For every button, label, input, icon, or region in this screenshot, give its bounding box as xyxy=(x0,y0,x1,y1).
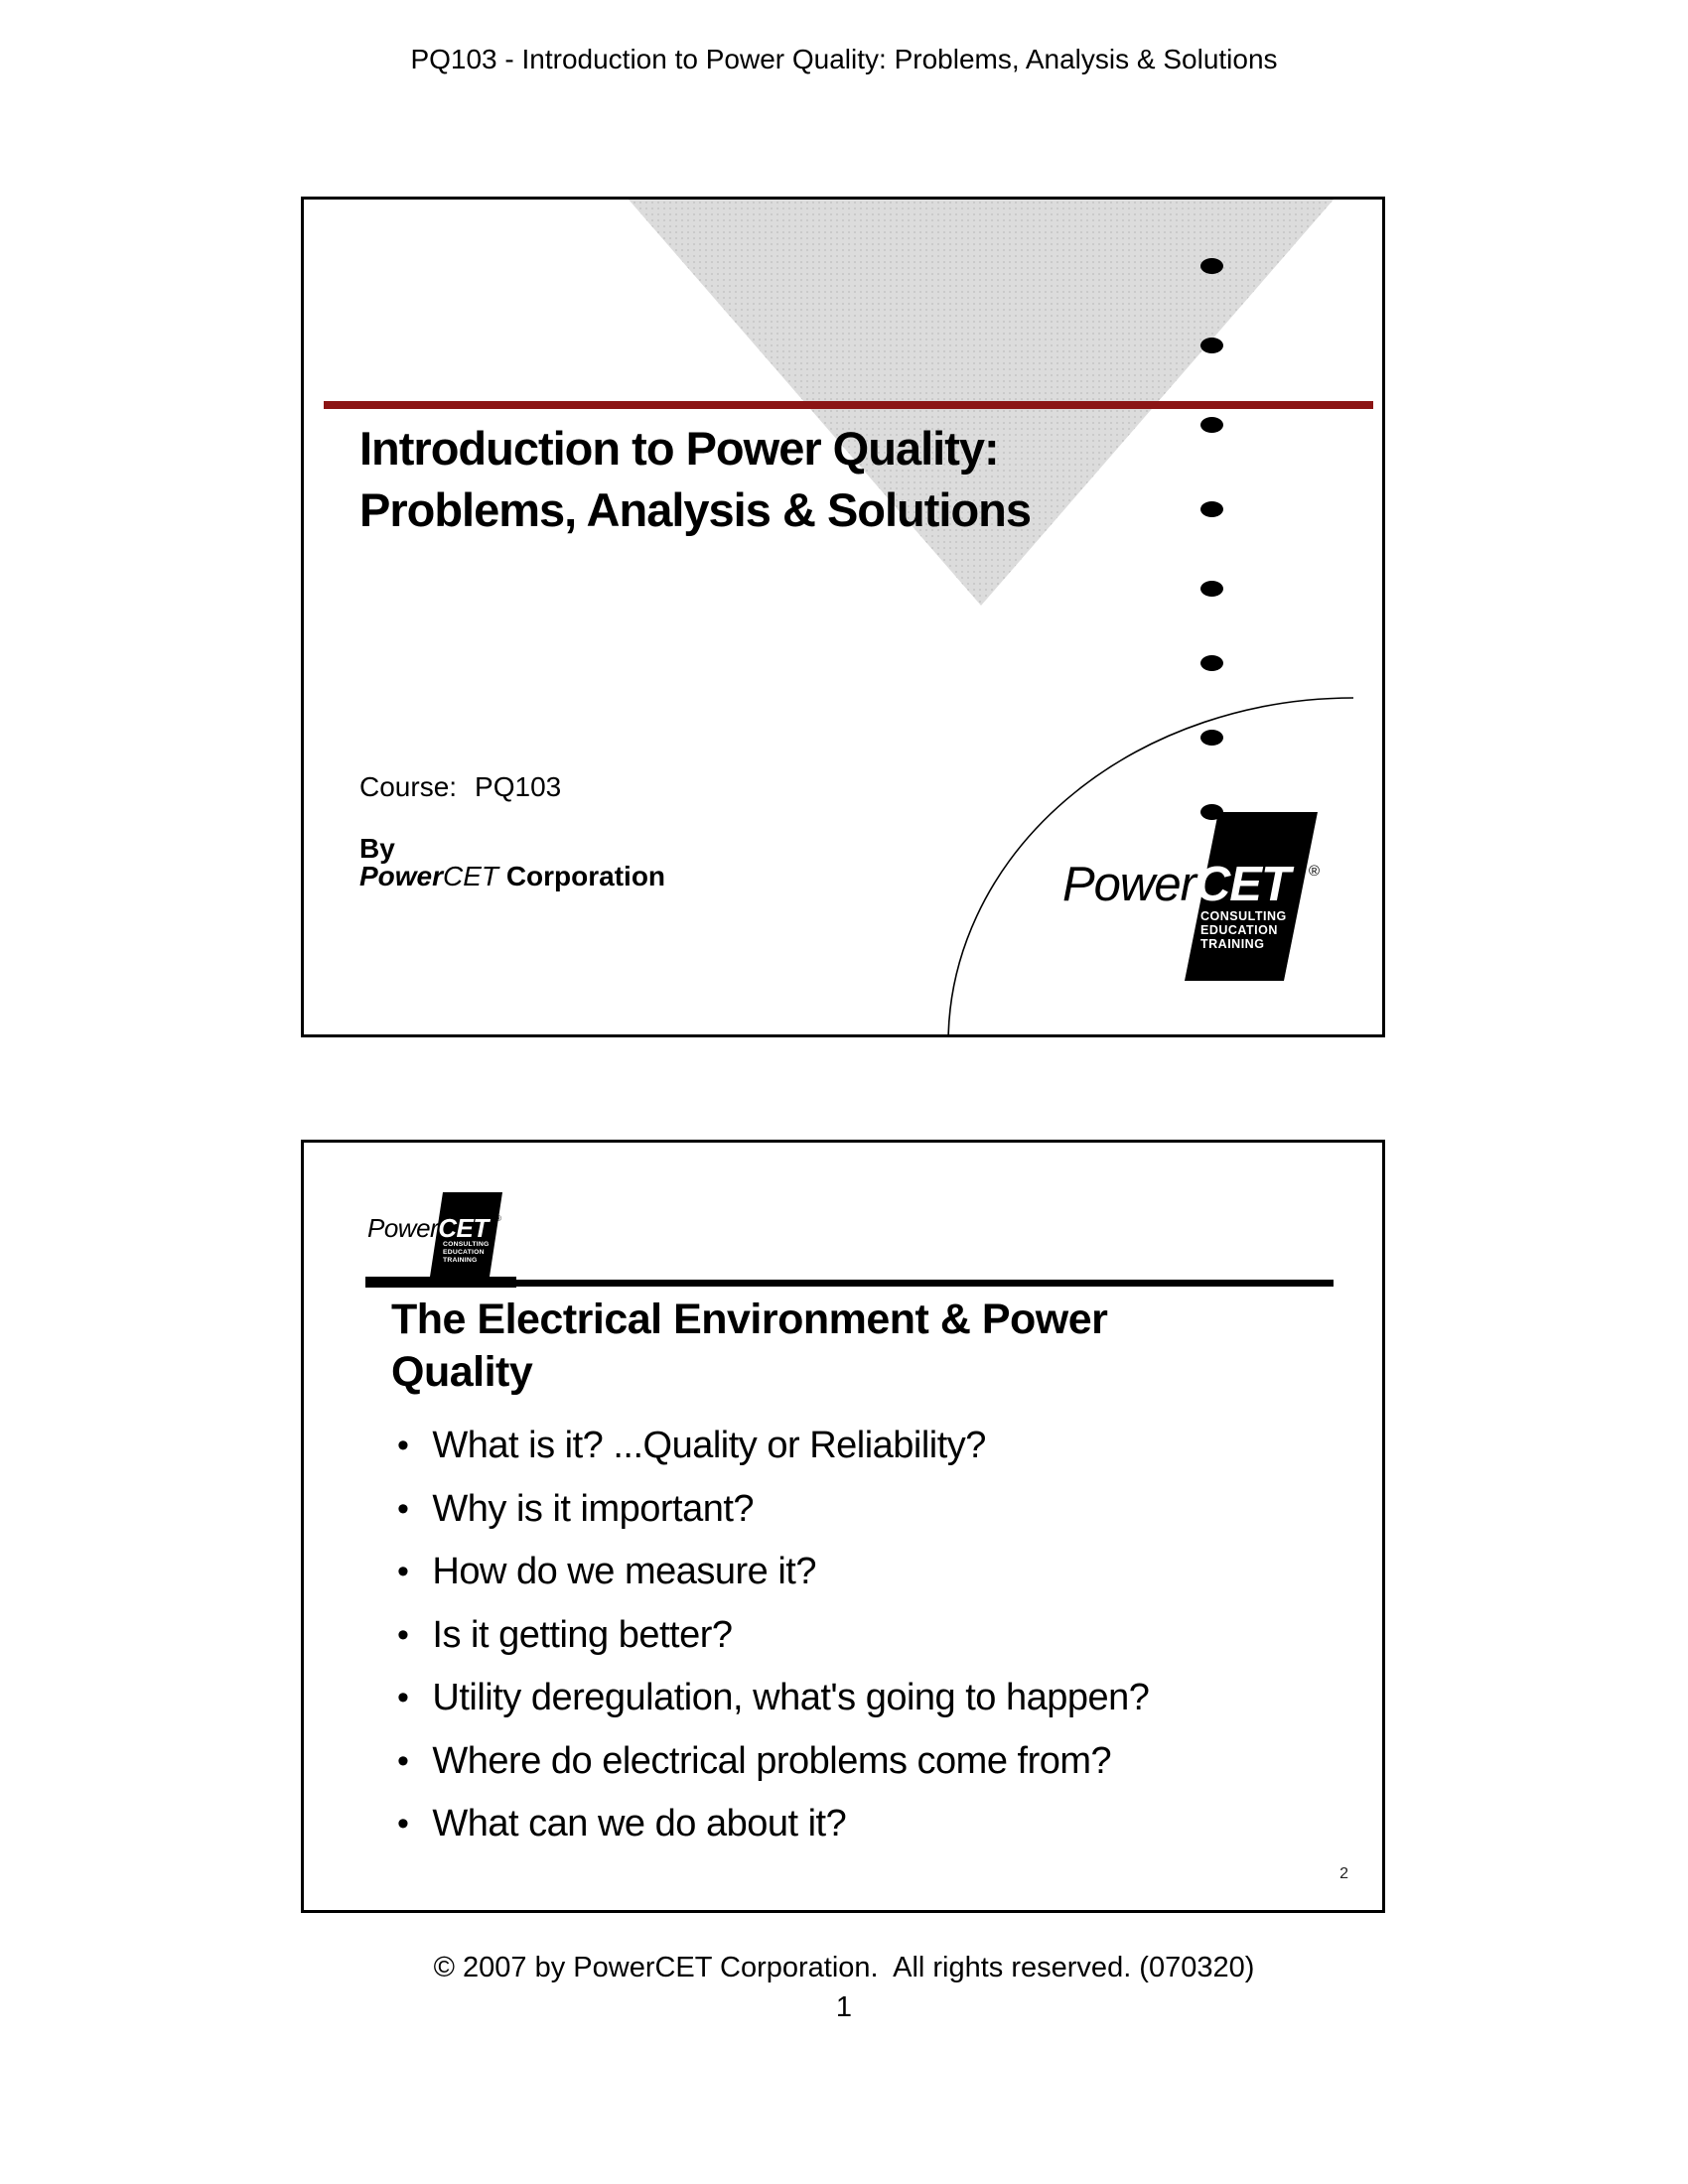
decor-bullet xyxy=(1200,338,1223,353)
decor-bullet xyxy=(1200,417,1223,433)
slide-page-number: 2 xyxy=(1339,1865,1348,1882)
byline-cet: CET xyxy=(443,861,499,891)
byline xyxy=(359,861,665,892)
logo-sub-consulting: CONSULTING xyxy=(1200,909,1287,923)
registered-mark-icon: ® xyxy=(495,1214,501,1223)
bullet-marker: • xyxy=(397,1805,409,1843)
bullet-item xyxy=(397,1667,1340,1730)
byline-power: Power xyxy=(359,861,444,891)
bullet-marker: • xyxy=(397,1553,409,1591)
decor-bullet xyxy=(1200,581,1223,597)
bullet-text: What is it? ...Quality or Reliability? xyxy=(432,1425,986,1467)
bullet-item xyxy=(397,1478,1340,1542)
bullet-item xyxy=(397,1415,1340,1478)
slide1-title-line2: Problems, Analysis & Solutions xyxy=(359,483,1032,536)
bullet-text: Is it getting better? xyxy=(432,1613,733,1656)
title-rule xyxy=(365,1280,1334,1287)
course-line xyxy=(359,771,561,803)
bullet-marker: • xyxy=(397,1741,409,1780)
bullet-item xyxy=(397,1604,1340,1668)
logo-sub-training: TRAINING xyxy=(443,1257,478,1264)
slide2-bullet-list xyxy=(397,1415,1340,1856)
logo-power-text: Power xyxy=(1062,858,1196,911)
bullet-marker: • xyxy=(397,1489,409,1528)
slide1-title xyxy=(359,418,1174,541)
powercet-logo-wordmark-small xyxy=(367,1213,489,1244)
page-header: PQ103 - Introduction to Power Quality: Problems, Analysis & Solutions xyxy=(410,44,1278,74)
logo-sub-consulting: CONSULTING xyxy=(443,1241,490,1248)
logo-power-text: Power xyxy=(367,1213,439,1243)
bullet-text: How do we measure it? xyxy=(432,1551,816,1593)
bullet-item xyxy=(397,1541,1340,1604)
logo-cet-text: CET xyxy=(438,1213,489,1243)
decor-bullet xyxy=(1200,258,1223,274)
logo-sub-training: TRAINING xyxy=(1200,937,1265,951)
logo-cet-text: CET xyxy=(1195,858,1290,911)
registered-mark-icon: ® xyxy=(1309,863,1321,880)
powercet-logo-wordmark xyxy=(1062,857,1290,912)
slide2-title-line1: The Electrical Environment & Power xyxy=(391,1296,1108,1343)
accent-rule xyxy=(324,401,1373,409)
decor-bullet xyxy=(1200,730,1223,746)
bullet-text: Utility deregulation, what's going to happen? xyxy=(432,1677,1150,1719)
bullet-item xyxy=(397,1730,1340,1794)
slide2-title-line2: Quality xyxy=(391,1348,533,1396)
byline-corporation: Corporation xyxy=(505,861,666,891)
document-page-number: 1 xyxy=(835,1991,853,2023)
bullet-item xyxy=(397,1793,1340,1856)
slide2-title xyxy=(391,1294,1285,1399)
slide1-title-line1: Introduction to Power Quality: xyxy=(359,422,999,475)
decor-bullet xyxy=(1200,655,1223,671)
bullet-text: Where do electrical problems come from? xyxy=(432,1739,1112,1782)
bullet-marker: • xyxy=(397,1615,409,1654)
decor-bullet xyxy=(1200,501,1223,517)
course-value: PQ103 xyxy=(475,771,562,802)
logo-sub-education: EDUCATION xyxy=(443,1249,485,1256)
by-label: By xyxy=(359,833,395,864)
copyright-footer: © 2007 by PowerCET Corporation. All rights reserved. (070320) xyxy=(433,1952,1255,1983)
course-label: Course: xyxy=(359,771,458,802)
bullet-text: Why is it important? xyxy=(432,1487,755,1530)
slide-1-frame xyxy=(301,197,1385,1037)
bullet-marker: • xyxy=(397,1427,409,1465)
bullet-marker: • xyxy=(397,1679,409,1717)
logo-sub-education: EDUCATION xyxy=(1200,923,1278,937)
bullet-text: What can we do about it? xyxy=(432,1803,847,1845)
slide-2-frame xyxy=(301,1140,1385,1913)
